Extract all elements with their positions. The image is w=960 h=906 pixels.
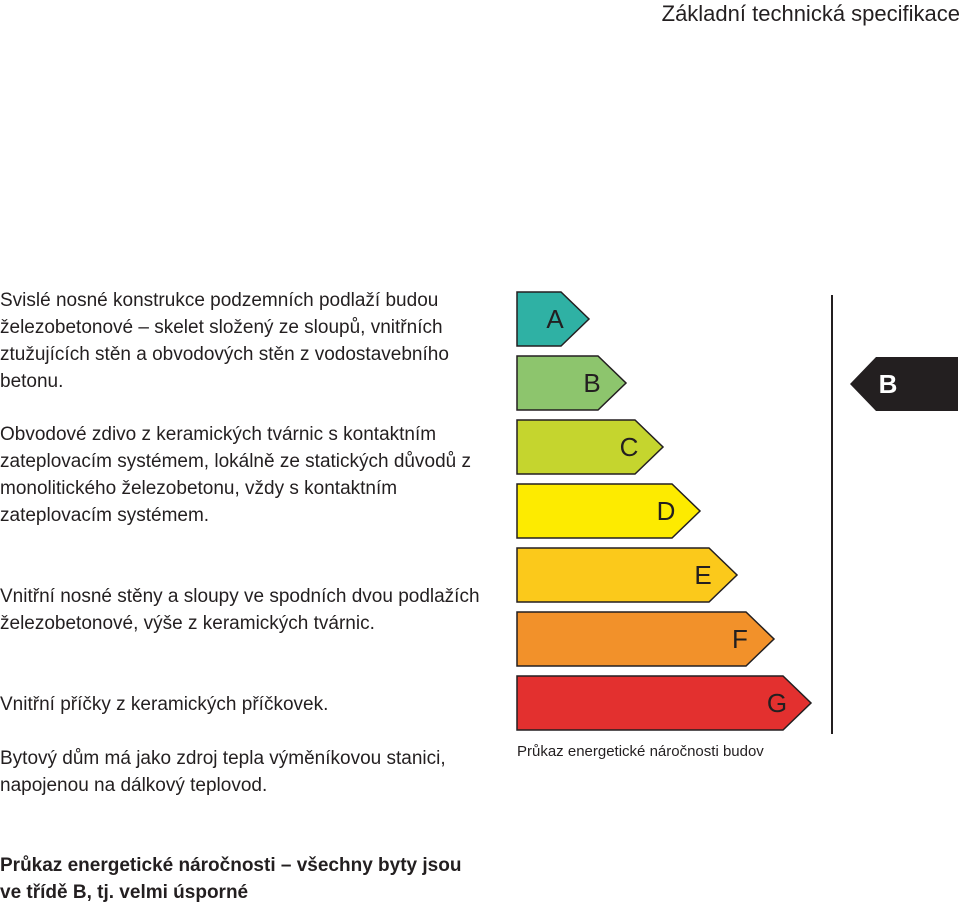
paragraph-vertical-structures: Svislé nosné konstrukce podzemních podlaží budou železobetonové – skelet složený ze sloupů, vnitřních ztužujících stěn a obvodových stěn z vodostavebního betonu. [0, 290, 449, 392]
energy-class-letter: E [694, 560, 712, 590]
energy-class-letter: G [766, 688, 788, 718]
energy-class-letter: A [546, 304, 564, 334]
selected-class-arrow [850, 357, 958, 411]
energy-class-letter: B [583, 368, 601, 398]
selected-class-indicator [850, 357, 958, 411]
energy-class-a [517, 292, 589, 346]
paragraph-heat-source: Bytový dům má jako zdroj tepla výměníkovou stanici, napojenou na dálkový teplovod. [0, 748, 446, 796]
energy-class-f [517, 612, 774, 666]
energy-class-g [517, 676, 811, 730]
paragraph-perimeter-walls: Obvodové zdivo z keramických tvárnic s kontaktním zateplovacím systémem, lokálně ze statických důvodů z monolitického železobetonu, vždy s kontaktním zateplovacím systémem. [0, 424, 471, 526]
paragraph-partitions: Vnitřní příčky z keramických příčkovek. [0, 694, 329, 715]
energy-class-letter: D [656, 496, 676, 526]
energy-class-e [517, 548, 737, 602]
energy-class-b [517, 356, 626, 410]
selected-class-letter: B [878, 369, 898, 399]
paragraph-inner-walls: Vnitřní nosné stěny a sloupy ve spodních dvou podlažích železobetonové, výše z keramických tvárnic. [0, 586, 480, 634]
energy-class-letter: C [619, 432, 639, 462]
energy-label-caption: Průkaz energetické náročnosti budov [517, 743, 764, 760]
energy-class-arrow [517, 420, 663, 474]
energy-class-c [517, 420, 663, 474]
footer-note: Průkaz energetické náročnosti – všechny byty jsou ve třídě B, tj. velmi úsporné [0, 855, 462, 903]
energy-class-d [517, 484, 700, 538]
page-title: Základní technická specifikace [661, 1, 960, 26]
energy-class-letter: F [732, 624, 748, 654]
energy-class-arrow [517, 356, 626, 410]
